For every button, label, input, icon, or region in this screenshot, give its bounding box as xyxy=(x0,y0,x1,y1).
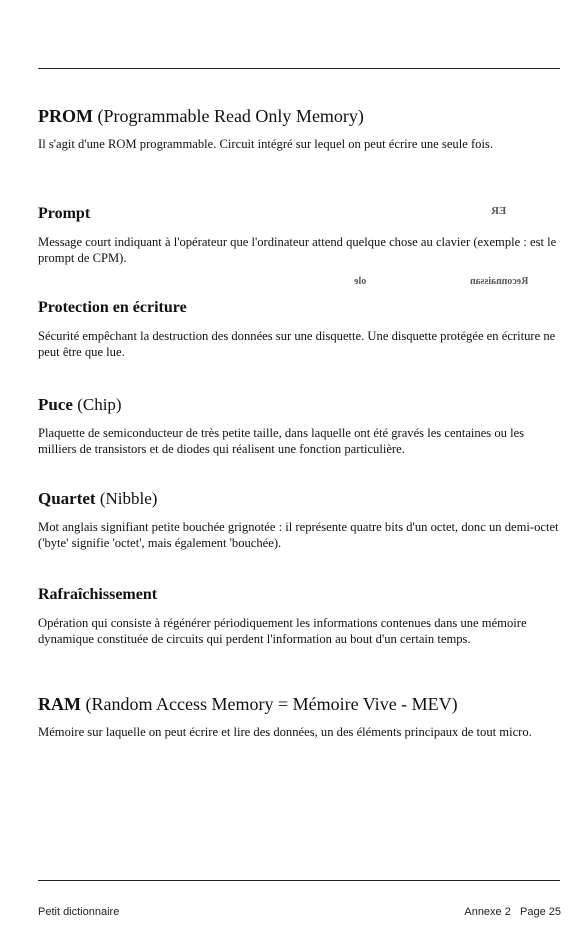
footer-rule xyxy=(38,880,560,881)
entry-term xyxy=(38,585,562,605)
term-name: RAM xyxy=(38,694,81,714)
entry-term xyxy=(38,106,562,126)
entry-definition: Mémoire sur laquelle on peut écrire et lire des données, un des éléments principaux de tout micro. xyxy=(38,725,532,739)
entry-protection-ecriture xyxy=(38,298,562,360)
entry-puce xyxy=(38,395,562,457)
term-expansion: (Nibble) xyxy=(95,489,158,508)
entry-definition: Message court indiquant à l'opérateur que l'ordinateur attend quelque chose au clavier (exemple : est le prompt de CPM). xyxy=(38,235,557,265)
term-expansion: (Random Access Memory = Mémoire Vive - MEV) xyxy=(81,694,458,714)
term-name: Prompt xyxy=(38,205,91,222)
term-name: Puce xyxy=(38,395,73,414)
entry-definition: Mot anglais signifiant petite bouchée grignotée : il représente quatre bits d'un octet, donc un demi-octet ('byte' signifie 'octet', mais également 'bouchée). xyxy=(38,520,559,550)
entry-term xyxy=(38,395,562,415)
footer-title: Petit dictionnaire xyxy=(38,906,120,918)
entry-rafraichissement xyxy=(38,585,562,647)
entry-term xyxy=(38,694,562,714)
bleed-through-text: ER xyxy=(491,205,507,217)
entry-term xyxy=(38,489,562,509)
entry-term xyxy=(38,298,562,318)
bleed-through-text: Reconnaissan xyxy=(470,276,529,287)
footer-page-number: Annexe 2 Page 25 xyxy=(464,906,561,918)
term-name: Quartet xyxy=(38,489,96,508)
entry-definition: Il s'agit d'une ROM programmable. Circuit intégré sur lequel on peut écrire une seule fois. xyxy=(38,137,493,151)
entry-prom xyxy=(38,106,562,152)
term-name: PROM xyxy=(38,106,93,126)
entry-definition: Plaquette de semiconducteur de très petite taille, dans laquelle ont été gravés les centaines ou les milliers de transistors et de diodes qui réalisent une fonction particulière. xyxy=(38,426,525,456)
term-name: Protection en écriture xyxy=(38,299,187,316)
entry-term xyxy=(38,204,562,224)
entry-quartet xyxy=(38,489,562,551)
entry-ram xyxy=(38,694,562,740)
entry-definition: Opération qui consiste à régénérer périodiquement les informations contenues dans une mémoire dynamique constituée de circuits qui perdent l'information au bout d'un certain temps. xyxy=(38,616,527,646)
entry-prompt xyxy=(38,204,562,266)
entry-definition: Sécurité empêchant la destruction des données sur une disquette. Une disquette protégée en écriture ne peut être que lue. xyxy=(38,329,556,359)
term-expansion: (Programmable Read Only Memory) xyxy=(92,106,364,126)
header-rule xyxy=(38,68,560,69)
term-expansion: (Chip) xyxy=(72,395,122,414)
term-name: Rafraîchissement xyxy=(38,586,158,603)
bleed-through-text: ole xyxy=(354,276,367,287)
